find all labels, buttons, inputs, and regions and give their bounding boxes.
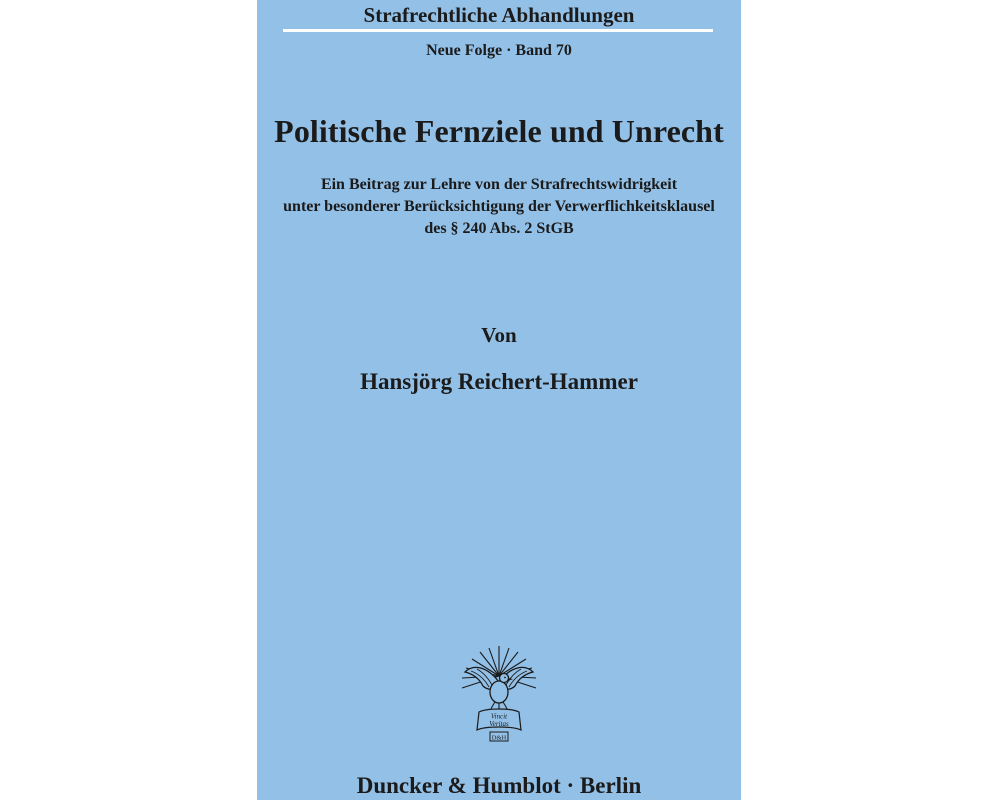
series-title: Strafrechtliche Abhandlungen [363,3,635,27]
author-name: Hansjörg Reichert-Hammer [360,369,638,394]
volume-label: Neue Folge · Band 70 [426,42,572,59]
subtitle-line: unter besonderer Berücksichtigung der Verwerflichkeitsklausel [283,198,715,215]
book-cover [257,0,741,800]
phoenix-emblem-icon [457,642,541,746]
series-rule [283,29,713,32]
logo-monogram: D&H [491,734,507,742]
logo-motto-line: Vincit [490,712,508,721]
book-title: Politische Fernziele und Unrecht [274,113,724,149]
by-label: Von [481,323,517,347]
subtitle-line: des § 240 Abs. 2 StGB [424,220,574,237]
book-subtitle [257,174,741,240]
subtitle-line: Ein Beitrag zur Lehre von der Strafrechtswidrigkeit [320,176,678,193]
logo-motto-line: Veritas [489,720,509,728]
publisher-name: Duncker & Humblot · Berlin [356,773,642,798]
